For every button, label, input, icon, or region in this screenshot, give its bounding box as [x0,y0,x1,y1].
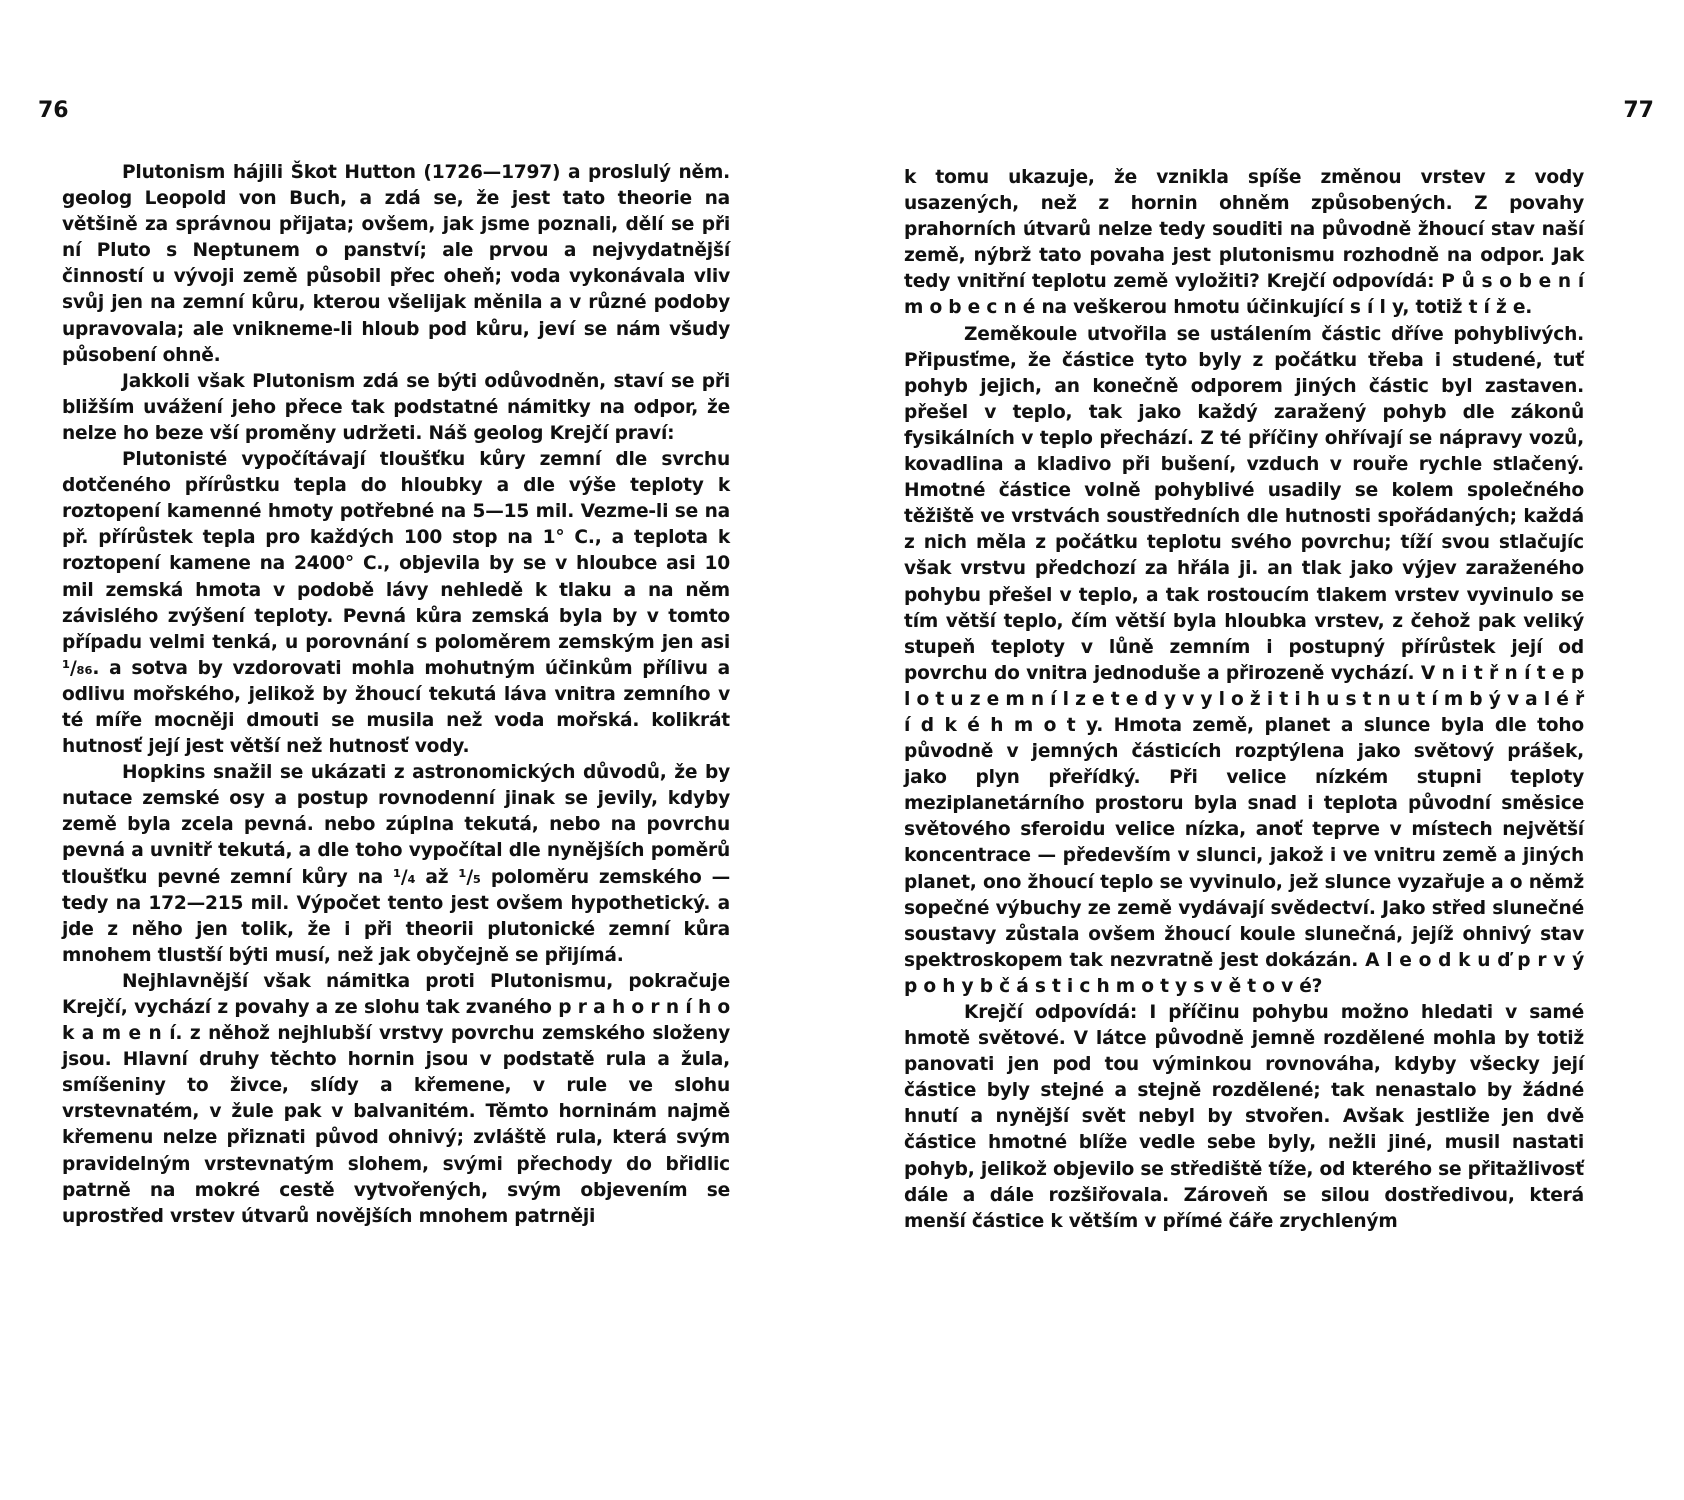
page-number: 77 [1623,98,1654,123]
page-text [62,160,730,1230]
paragraph: Zeměkoule utvořila se ustálením částic dříve pohyblivých. Připusťme, že částice tyto byly z počátku třeba i studené, tuť pohyb jejich, an konečně odporem jiných částic byl zastaven. přešel v teplo, tak jako každý zaražený pohyb dle zákonů fysikálních v teplo přechází. Z té příčiny ohřívají se nápravy vozů, kovadlina a kladivo při bušení, vzduch v rouře rychle stlačený. Hmotné částice volně pohyblivé usadily se kolem společného těžiště ve vrstvách soustředních dle hutnosti spořádaných; každá z nich měla z počátku teplotu svého povrchu; tíží svou stlačujíc však vrstvu předchozí za hřála ji. an tlak jako výjev zaraženého pohybu přešel v teplo, a tak rostoucím tlakem vrstev vyvinulo se tím větší teplo, čím větší byla hloubka vrstev, z čehož pak veliký stupeň teploty v lůně zemním i postupný přírůstek její od povrchu do vnitra jednoduše a přirozeně vychází. V n i t ř n í t e p l o t u z e m n í l z e t e d y v y l o ž i t i h u s t n u t í m b ý v a l é ř í d k é h m o t y. Hmota země, planet a slunce byla dle toho původně v jemných částicích rozptýlena jako světový prášek, jako plyn přeřídký. Při velice nízkém stupni teploty meziplanetárního prostoru byla snad i teplota původní směsice světového sferoidu velice nízka, anoť teprve v místech největší koncentrace — především v slunci, jakož i ve vnitru země a jiných planet, ono žhoucí teplo se vyvinulo, jež slunce vyzařuje a o němž sopečné výbuchy ze země vydávají svědectví. Jako střed slunečné soustavy zůstala ovšem žhoucí koule slunečná, jejíž ohnivý stav spektroskopem tak nezvratně jest dokázán. A l e o d k u ď p r v ý p o h y b č á s t i c h m o t y s v ě t o v é? [904,323,1584,997]
paragraph: Krejčí odpovídá: I příčinu pohybu možno hledati v samé hmotě světové. V látce původně jemně rozdělené mohla by totiž panovati jen pod tou výminkou rovnováha, kdyby všecky její částice byly stejné a stejně rozdělené; tak nenastalo by žádné hnutí a nynější svět nebyl by stvořen. Avšak jestliže jen dvě částice hmotné blíže vedle sebe byly, nežli jiné, musil nastati pohyb, jelikož objevilo se střediště tíže, od kterého se přitažlivosť dále a dále rozšiřovala. Zároveň se silou dostředivou, která menší částice k větším v přímé čáře zrychleným [904,1002,1584,1232]
page-text [904,165,1584,1235]
paragraph: Jakkoli však Plutonism zdá se býti odůvodněn, staví se při bližším uvážení jeho přece tak podstatné námitky na odpor, že nelze ho beze vší proměny udržeti. Náš geolog Krejčí praví: [62,370,730,444]
right-page [842,0,1684,1500]
paragraph: Plutonisté vypočítávají tloušťku kůry zemní dle svrchu dotčeného přírůstku tepla do hloubky a dle výše teploty k roztopení kamenné hmoty potřebné na 5—15 mil. Vezme-li se na př. přírůstek tepla pro každých 100 stop na 1° C., a teplota k roztopení kamene na 2400° C., objevila by se v hloubce asi 10 mil zemská hmota v podobě lávy nehledě k tlaku a na něm závislého zvýšení teploty. Pevná kůra zemská byla by v tomto případu velmi tenká, u porovnání s poloměrem zemským jen asi ¹/₈₆. a sotva by vzdorovati mohla mohutným účinkům přílivu a odlivu mořského, jelikož by žhoucí tekutá láva vnitra zemního v té míře mocněji dmouti se musila než voda mořská. kolikrát hutnosť její jest větší než hutnosť vody. [62,449,730,758]
page-number: 76 [38,98,69,123]
paragraph: Nejhlavnější však námitka proti Plutonismu, pokračuje Krejčí, vychází z povahy a ze slohu tak zvaného p r a h o r n í h o k a m e n í. z něhož nejhlubší vrstvy povrchu zemského složeny jsou. Hlavní druhy těchto hornin jsou v podstatě rula a žula, smíšeniny to živce, slídy a křemene, v rule ve slohu vrstevnatém, v žule pak v balvanitém. Těmto horninám najmě křemenu nelze přiznati původ ohnivý; zvláště rula, která svým pravidelným vrstevnatým slohem, svými přechody do břidlic patrně na mokré cestě vytvořených, svým objevením se uprostřed vrstev útvarů novějších mnohem patrněji [62,970,730,1227]
paragraph: k tomu ukazuje, že vznikla spíše změnou vrstev z vody usazených, než z hornin ohněm způsobených. Z povahy prahorních útvarů nelze tedy souditi na původně žhoucí stav naší země, nýbrž tato povaha jest plutonismu rozhodně na odpor. Jak tedy vnitřní teplotu země vyložiti? Krejčí odpovídá: P ů s o b e n í m o b e c n é na veškerou hmotu účinkující s í l y, totiž t í ž e. [904,167,1584,319]
paragraph: Hopkins snažil se ukázati z astronomických důvodů, že by nutace zemské osy a postup rovnodenní jinak se jevily, kdyby země byla zcela pevná. nebo zúplna tekutá, nebo na povrchu pevná a uvnitř tekutá, a dle toho vypočítal dle nynějších poměrů tloušťku pevné zemní kůry na ¹/₄ až ¹/₅ poloměru zemského — tedy na 172—215 mil. Výpočet tento jest ovšem hypothetický. a jde z něho jen tolik, že i při theorii plutonické zemní kůra mnohem tlustší býti musí, než jak obyčejně se přijímá. [62,762,730,966]
paragraph: Plutonism hájili Škot Hutton (1726—1797) a proslulý něm. geolog Leopold von Buch, a zdá se, že jest tato theorie na většině za správnou přijata; ovšem, jak jsme poznali, dělí se při ní Pluto s Neptunem o panství; ale prvou a nejvydatnější činností u vývoji země působil přec oheň; voda vykonávala vliv svůj jen na zemní kůru, kterou všelijak měnila a v různé podoby upravovala; ale vnikneme-li hloub pod kůru, jeví se nám všudy působení ohně. [62,162,730,366]
